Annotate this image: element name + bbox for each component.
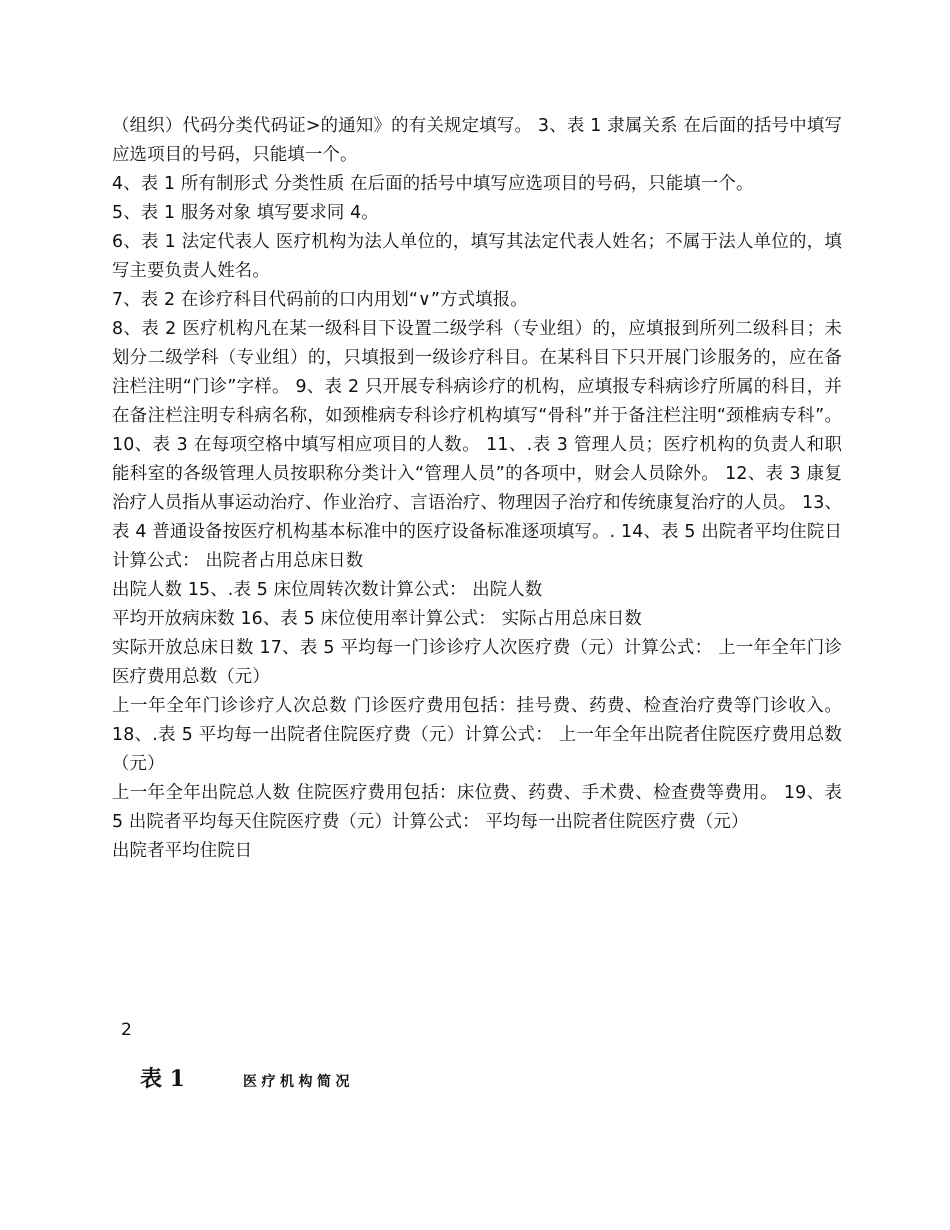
paragraph: 5、表 1 服务对象 填写要求同 4。 [112,203,379,223]
paragraph: 平均开放病床数 16、表 5 床位使用率计算公式： 实际占用总床日数 [112,609,642,629]
paragraph: 上一年全年出院总人数 住院医疗费用包括：床位费、药费、手术费、检查费等费用。 19、表 5 出院者平均每天住院医疗费（元）计算公式： 平均每一出院者住院医疗费（元） [112,783,842,832]
body-text [112,112,842,866]
paragraph: 出院人数 15、.表 5 床位周转次数计算公式： 出院人数 [112,580,543,600]
table-title: 医疗机构简况 [243,1074,354,1090]
paragraph: 6、表 1 法定代表人 医疗机构为法人单位的，填写其法定代表人姓名；不属于法人单位的，填写主要负责人姓名。 [112,232,842,281]
paragraph: 4、表 1 所有制形式 分类性质 在后面的括号中填写应选项目的号码，只能填一个。 [112,174,754,194]
paragraph: 上一年全年门诊诊疗人次总数 门诊医疗费用包括：挂号费、药费、检查治疗费等门诊收入。 18、.表 5 平均每一出院者住院医疗费（元）计算公式： 上一年全年出院者住院医疗费用总数（元） [112,696,842,774]
paragraph: 8、表 2 医疗机构凡在某一级科目下设置二级学科（专业组）的，应填报到所列二级科目；未划分二级学科（专业组）的，只填报到一级诊疗科目。在某科目下只开展门诊服务的，应在备注栏注明“门诊”字样。 9、表 2 只开展专科病诊疗的机构，应填报专科病诊疗所属的科目，并在备注栏注明专科病名称，如颈椎病专科诊疗机构填写“骨科”并于备注栏注明“颈椎病专科”。 10、表 3 在每项空格中填写相应项目的人数。 11、.表 3 管理人员；医疗机构的负责人和职能科室的各级管理人员按职称分类计入“管理人员”的各项中，财会人员除外。 12、表 3 康复治疗人员指从事运动治疗、作业治疗、言语治疗、物理因子治疗和传统康复治疗的人员。 13、表 4 普通设备按医疗机构基本标准中的医疗设备标准逐项填写。. 14、表 5 出院者平均住院日计算公式： 出院者占用总床日数 [112,319,842,571]
paragraph: 7、表 2 在诊疗科目代码前的口内用划“∨”方式填报。 [112,290,528,310]
paragraph: 出院者平均住院日 [112,841,253,861]
paragraph: （组织）代码分类代码证>的通知》的有关规定填写。 3、表 1 隶属关系 在后面的括号中填写应选项目的号码，只能填一个。 [112,116,842,165]
page-number: 2 [121,1020,132,1040]
table-heading [140,1064,354,1097]
paragraph: 实际开放总床日数 17、表 5 平均每一门诊诊疗人次医疗费（元）计算公式： 上一年全年门诊医疗费用总数（元） [112,638,842,687]
table-number: 表 1 [140,1066,185,1092]
